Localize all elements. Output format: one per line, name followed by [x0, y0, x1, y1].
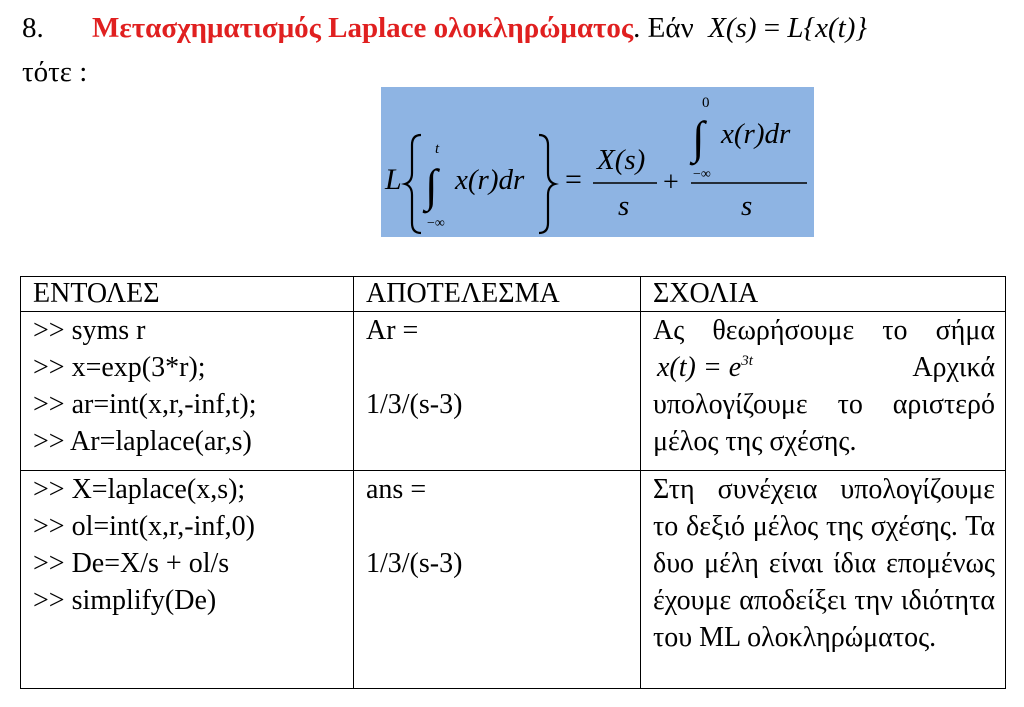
result-line: ans = — [366, 474, 427, 505]
formula-equals: = — [565, 163, 582, 196]
command-line: >> Ar=laplace(ar,s) — [33, 426, 252, 457]
formula-upper-limit-left: t — [435, 141, 440, 157]
result-line: 1/3/(s-3) — [366, 548, 463, 579]
header-result: ΑΠΟΤΕΛΕΣΜΑ — [354, 277, 641, 312]
commands-cell — [21, 312, 354, 471]
definition-rhs: L{x(t)} — [787, 12, 867, 44]
header-commands: ΕΝΤΟΛΕΣ — [21, 277, 354, 312]
heading-continuation: τότε : — [22, 56, 88, 88]
right-brace — [539, 135, 555, 233]
formula-lower-limit-left: −∞ — [427, 216, 445, 231]
integral-sign-left: ∫ — [425, 160, 438, 211]
comment-math: x(t) = e — [657, 352, 742, 383]
comment-text: Ας θεωρήσουμε το σήμα — [653, 315, 995, 346]
formula-frac1-numerator: X(s) — [597, 144, 646, 176]
formula-L: L — [385, 163, 402, 196]
commands-cell — [21, 471, 354, 689]
comment-text: Στη συνέχεια υπολογίζουμε το δεξιό μέλος της σχέσης. Τα δυο μέλη είναι ίδια επομένως έχουμε αποδείξει την ιδιότητα του ML ολοκληρώματος. — [653, 474, 995, 653]
header-comments: ΣΧΟΛΙΑ — [641, 277, 1006, 312]
result-cell — [354, 312, 641, 471]
comment-text: υπολογίζουμε το αριστερό μέλος της σχέσης. — [653, 389, 995, 457]
command-line: >> simplify(De) — [33, 585, 217, 616]
laplace-integral-formula — [381, 87, 814, 237]
integral-sign-right: ∫ — [692, 112, 705, 163]
comment-cell — [641, 471, 1006, 689]
formula-lower-limit-right: −∞ — [693, 167, 711, 182]
comment-math-exponent: 3t — [741, 353, 753, 369]
section-number: 8. — [22, 12, 44, 44]
definition-equals: = — [763, 12, 781, 44]
command-line: >> X=laplace(x,s); — [33, 474, 246, 505]
command-line: >> x=exp(3*r); — [33, 352, 206, 383]
comment-math-tail: Αρχικά — [912, 352, 995, 383]
command-line: >> ar=int(x,r,-inf,t); — [33, 389, 257, 420]
left-brace — [405, 135, 421, 233]
result-cell — [354, 471, 641, 689]
definition-lhs: X(s) — [708, 12, 757, 44]
result-line: 1/3/(s-3) — [366, 389, 463, 420]
table-header-row — [21, 277, 1006, 312]
table-row — [21, 312, 1006, 471]
result-line — [366, 349, 630, 386]
command-line: >> ol=int(x,r,-inf,0) — [33, 511, 255, 542]
comment-cell — [641, 312, 1006, 471]
formula-frac1-denominator: s — [618, 190, 630, 222]
formula-integrand-left: x(r)dr — [455, 164, 525, 196]
table-row — [21, 471, 1006, 689]
formula-integrand-right: x(r)dr — [721, 118, 791, 150]
command-line: >> De=X/s + ol/s — [33, 548, 230, 579]
formula-box — [381, 87, 814, 237]
formula-plus: + — [663, 167, 679, 198]
comment-math-line — [653, 349, 995, 386]
command-line: >> syms r — [33, 315, 146, 346]
heading-connector: . Εάν — [633, 12, 694, 44]
commands-table — [20, 276, 1006, 689]
section-title: Μετασχηματισμός Laplace ολοκληρώματος — [92, 12, 634, 44]
formula-upper-limit-right: 0 — [702, 95, 710, 111]
section-heading — [22, 10, 1012, 46]
formula-frac2-denominator: s — [741, 190, 753, 222]
result-line: Ar = — [366, 315, 419, 346]
result-line — [366, 508, 630, 545]
